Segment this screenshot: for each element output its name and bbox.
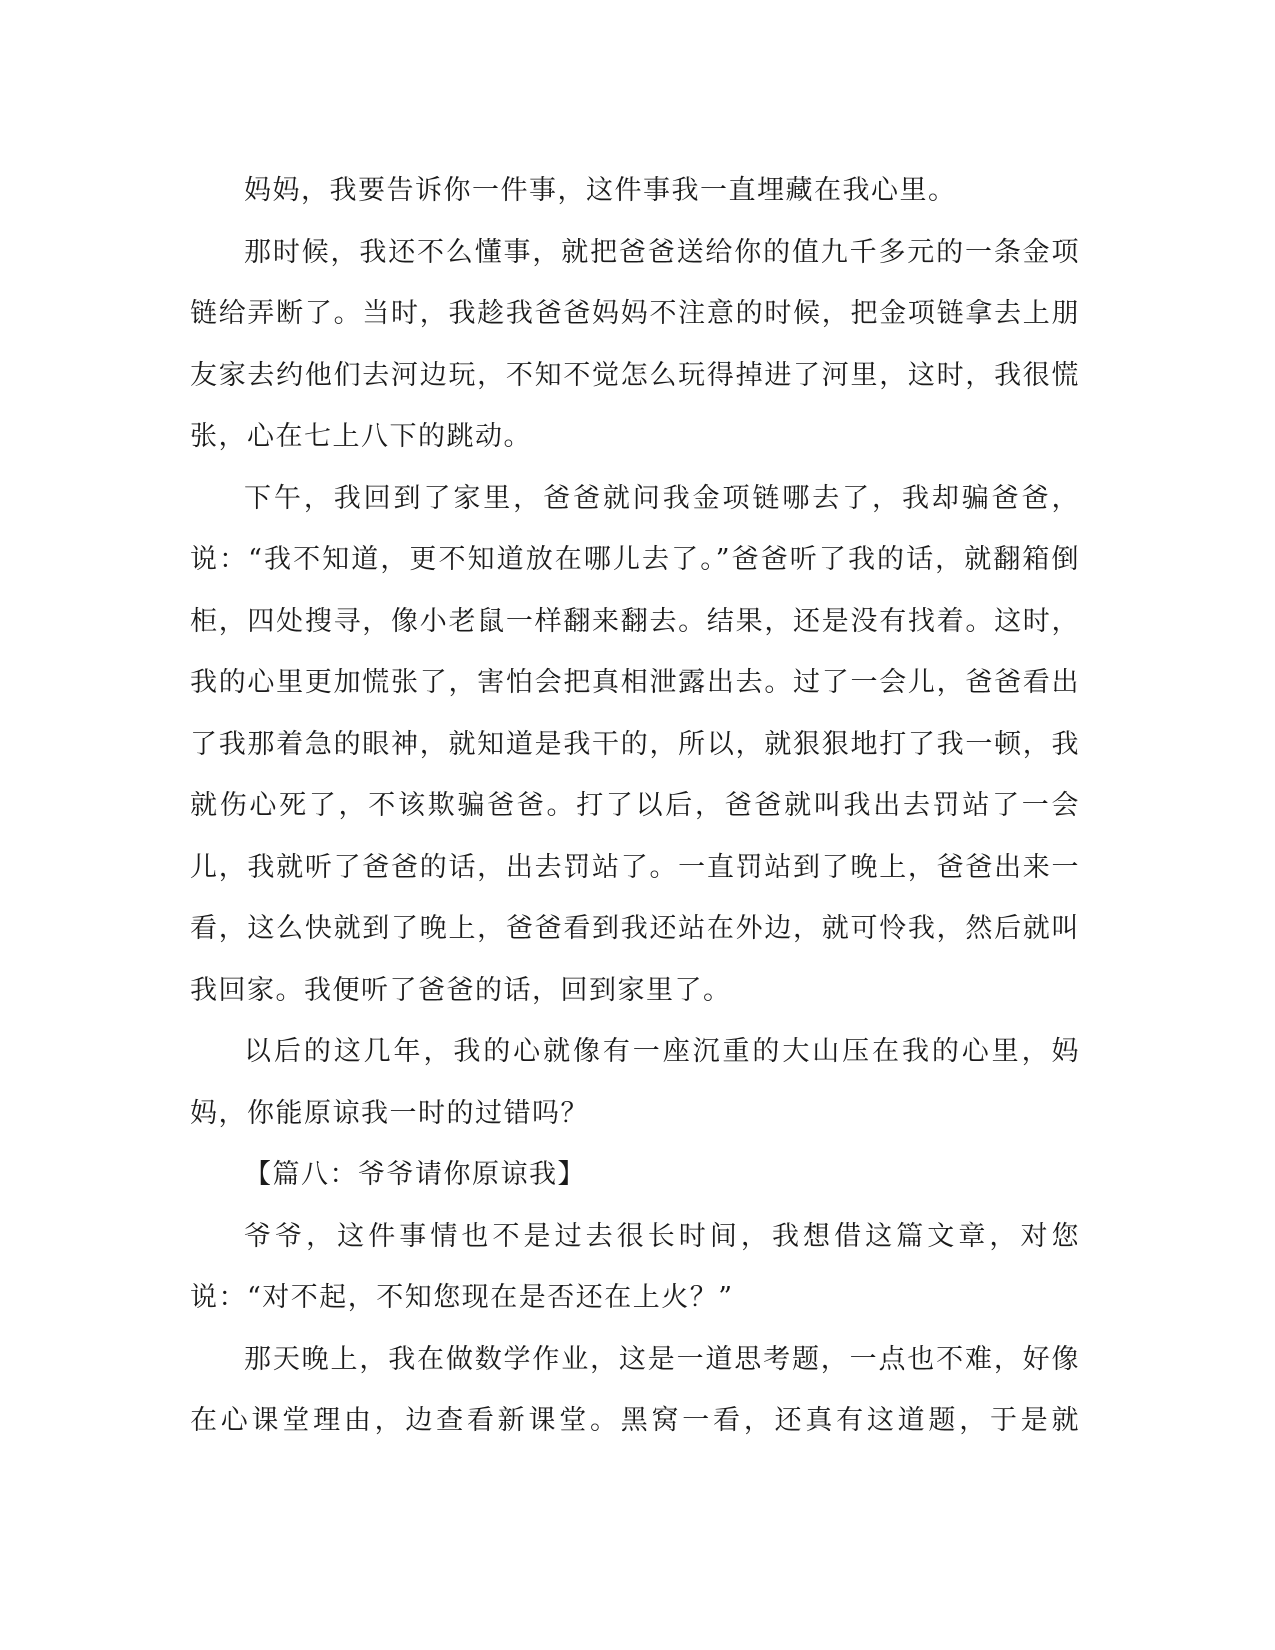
paragraph-7: 那天晚上，我在做数学作业，这是一道思考题，一点也不难，好像在心课堂理由，边查看新课堂。黑窝一看，还真有这道题，于是就 (190, 1343, 1080, 1436)
paragraph-4: 以后的这几年，我的心就像有一座沉重的大山压在我的心里，妈妈，你能原谅我一时的过错吗？ (190, 1036, 1080, 1129)
essay-body (190, 160, 1080, 1452)
paragraph-6: 爷爷，这件事情也不是过去很长时间，我想借这篇文章，对您说：“对不起，不知您现在是否还在上火？” (190, 1220, 1080, 1313)
paragraph-2: 那时候，我还不么懂事，就把爸爸送给你的值九千多元的一条金项链给弄断了。当时，我趁我爸爸妈妈不注意的时候，把金项链拿去上朋友家去约他们去河边玩，不知不觉怎么玩得掉进了河里，这时，我很慌张，心在七上八下的跳动。 (190, 236, 1080, 452)
paragraph-1: 妈妈，我要告诉你一件事，这件事我一直埋藏在我心里。 (244, 175, 957, 206)
paragraph-3: 下午，我回到了家里，爸爸就问我金项链哪去了，我却骗爸爸，说：“我不知道，更不知道放在哪儿去了。”爸爸听了我的话，就翻箱倒柜，四处搜寻，像小老鼠一样翻来翻去。结果，还是没有找着。这时，我的心里更加慌张了，害怕会把真相泄露出去。过了一会儿，爸爸看出了我那着急的眼神，就知道是我干的，所以，就狠狠地打了我一顿，我就伤心死了，不该欺骗爸爸。打了以后，爸爸就叫我出去罚站了一会儿，我就听了爸爸的话，出去罚站了。一直罚站到了晚上，爸爸出来一看，这么快就到了晚上，爸爸看到我还站在外边，就可怜我，然后就叫我回家。我便听了爸爸的话，回到家里了。 (190, 482, 1080, 1006)
section-heading: 【篇八：爷爷请你原谅我】 (244, 1159, 586, 1190)
